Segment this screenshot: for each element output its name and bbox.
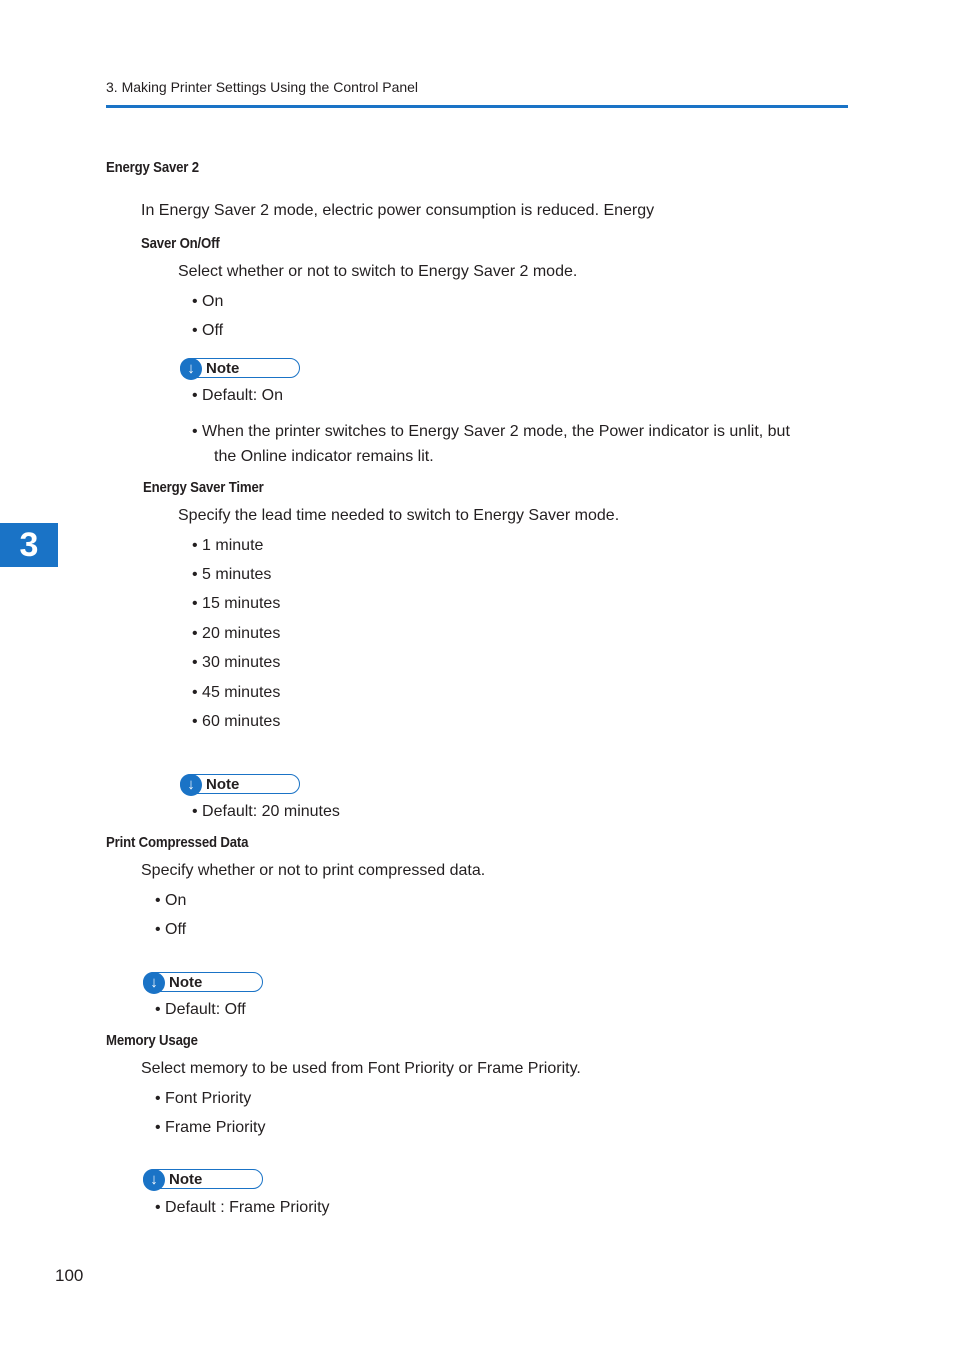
note-badge bbox=[180, 358, 300, 378]
note-label: Note bbox=[169, 974, 203, 991]
heading-memory-usage: Memory Usage bbox=[106, 1032, 198, 1049]
option-item: • 60 minutes bbox=[192, 713, 281, 730]
option-item: • 1 minute bbox=[192, 537, 264, 554]
heading-print-compressed-data: Print Compressed Data bbox=[106, 834, 249, 851]
option-item: • 5 minutes bbox=[192, 566, 272, 583]
energy-saver-2-description: In Energy Saver 2 mode, electric power consumption is reduced. Energy bbox=[141, 202, 655, 219]
down-arrow-icon: ↓ bbox=[180, 774, 202, 796]
print-compressed-description: Specify whether or not to print compressed data. bbox=[141, 862, 486, 879]
note-label: Note bbox=[169, 1171, 203, 1188]
page-number: 100 bbox=[55, 1266, 84, 1285]
heading-energy-saver-timer: Energy Saver Timer bbox=[143, 479, 264, 496]
timer-description: Specify the lead time needed to switch to Energy Saver mode. bbox=[178, 507, 620, 524]
down-arrow-icon: ↓ bbox=[180, 358, 202, 380]
heading-energy-saver-2: Energy Saver 2 bbox=[106, 159, 199, 176]
option-item: • 30 minutes bbox=[192, 654, 281, 671]
option-item: • Frame Priority bbox=[155, 1119, 266, 1136]
note-text: • Default: 20 minutes bbox=[192, 803, 340, 820]
note-text: • Default: On bbox=[192, 387, 283, 404]
option-item: • Font Priority bbox=[155, 1090, 252, 1107]
heading-saver-onoff: Saver On/Off bbox=[141, 235, 220, 252]
running-header: 3. Making Printer Settings Using the Control Panel bbox=[106, 79, 419, 95]
option-item: • 20 minutes bbox=[192, 625, 281, 642]
memory-usage-description: Select memory to be used from Font Priority or Frame Priority. bbox=[141, 1060, 581, 1077]
down-arrow-icon: ↓ bbox=[143, 972, 165, 994]
note-badge bbox=[143, 1169, 263, 1189]
option-item: • Off bbox=[192, 322, 224, 339]
down-arrow-icon: ↓ bbox=[143, 1169, 165, 1191]
option-item: • On bbox=[192, 293, 224, 310]
note-badge bbox=[143, 972, 263, 992]
option-item: • 45 minutes bbox=[192, 684, 281, 701]
note-text: • When the printer switches to Energy Saver 2 mode, the Power indicator is unlit, but bbox=[192, 423, 790, 440]
option-item: • On bbox=[155, 892, 187, 909]
chapter-tab: 3 bbox=[0, 523, 58, 567]
note-badge bbox=[180, 774, 300, 794]
header-rule bbox=[106, 105, 848, 108]
option-item: • Off bbox=[155, 921, 187, 938]
saver-onoff-description: Select whether or not to switch to Energy Saver 2 mode. bbox=[178, 263, 578, 280]
note-text: • Default: Off bbox=[155, 1001, 246, 1018]
option-item: • 15 minutes bbox=[192, 595, 281, 612]
note-label: Note bbox=[206, 360, 240, 377]
note-text: • Default : Frame Priority bbox=[155, 1199, 330, 1216]
note-label: Note bbox=[206, 776, 240, 793]
note-text-continued: the Online indicator remains lit. bbox=[214, 448, 434, 465]
